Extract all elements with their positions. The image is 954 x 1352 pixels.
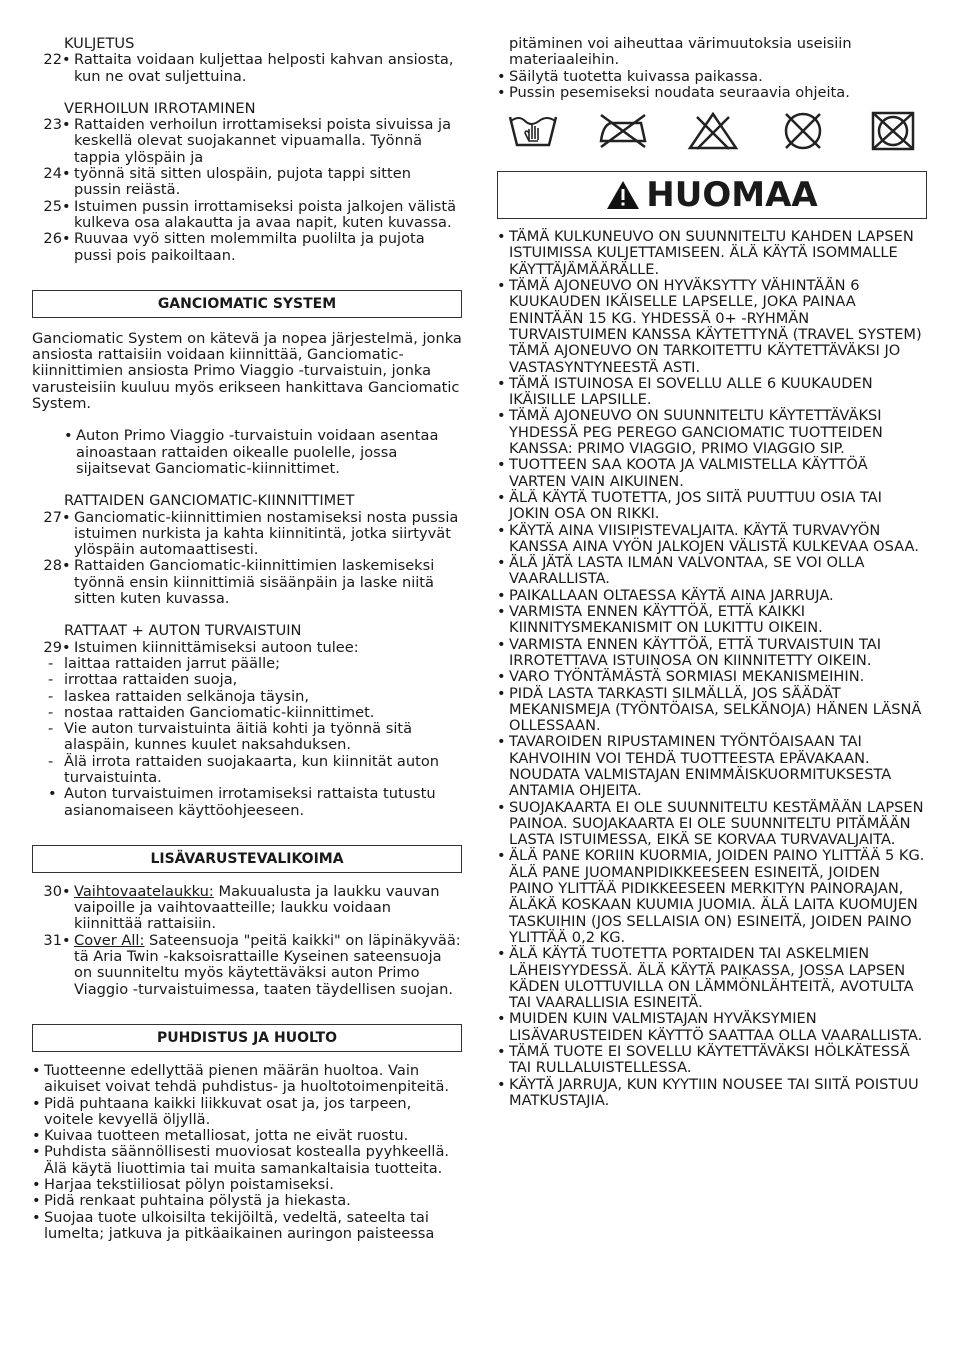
no-tumble-dry-icon [867, 111, 919, 151]
dash-item: - nostaa rattaiden Ganciomatic-kiinnittimet. [48, 703, 375, 721]
ganciomatic-intro: Ganciomatic System on kätevä ja nopea järjestelmä, jonka ansiosta rattaisiin voidaan kiinnittää, Ganciomatic-kiinnittimien ansiosta Primo Viaggio -turvaistuin, jonka varusteisiin kuuluu myös erikseen hankittava Ganciomatic System. [32, 329, 462, 413]
warning-item: • ÄLÄ PANE KORIIN KUORMIA, JOIDEN PAINO YLITTÄÄ 5 KG. ÄLÄ PANE JUOMANPIDIKKEESEEN ESINEITÄ, JOIDEN PAINO YLITTÄÄ PIDIKKEESEEN MERKITYN PAINORAJAN, ÄLÄKÄ KOSKAAN KUUMIA JUOMIA. ÄLÄ LAITA KUOMUJEN TASKUIHIN (JOS SELLAISIA ON) ESINEITÄ, JOIDEN PAINO YLITTÄÄ 0,2 KG. [497, 847, 925, 946]
warning-item: • TAVAROIDEN RIPUSTAMINEN TYÖNTÖAISAAN TAI KAHVOIHIN VOI TEHDÄ TUOTTEESTA EPÄVAKAAN. NOUDATA VALMISTAJAN ENIMMÄISKUORMITUKSESTA ANTAMIA OHJEITA. [497, 733, 892, 800]
step-28: 28 • Rattaiden Ganciomatic-kiinnittimien laskemiseksi työnnä ensin kiinnittimiä sisäänpäin ja laske niitä sitten kuten kuvassa. [43, 557, 435, 608]
care-item: • Pidä renkaat puhtaina pölystä ja hiekasta. [32, 1192, 351, 1210]
warning-item: • VARO TYÖNTÄMÄSTÄ SORMIASI MEKANISMEIHIN. [497, 668, 865, 686]
care-item: • Puhdista säännöllisesti muoviosat kostealla pyyhkeellä. Älä käytä liuottimia tai muita samankaltaisia tuotteita. [32, 1143, 450, 1177]
no-bleach-icon [687, 111, 739, 151]
warning-item: • VARMISTA ENNEN KÄYTTÖÄ, ETTÄ TURVAISTUIN TAI IRROTETTAVA ISTUINOSA ON KIINNITETTY OIKEIN. [497, 635, 882, 669]
dash-item: - laittaa rattaiden jarrut päälle; [48, 654, 281, 672]
warning-item: • TUOTTEEN SAA KOOTA JA VALMISTELLA KÄYTTÖÄ VARTEN VAIN AIKUINEN. [497, 456, 868, 490]
warning-item: • PAIKALLAAN OLTAESSA KÄYTÄ AINA JARRUJA. [497, 586, 834, 604]
accessory-30: 30 • Vaihtovaatelaukku: Makuualusta ja laukku vauvan vaipoille ja vaihtovaatteille; laukku voidaan kiinnittää rattaisiin. [43, 882, 440, 933]
care-item: • Suojaa tuote ulkoisilta tekijöiltä, vedeltä, sateelta tai lumelta; jatkuva ja pitkäaikainen auringon paisteessa [32, 1208, 435, 1242]
care-item: • Säilytä tuotetta kuivassa paikassa. [497, 67, 763, 85]
lisavaruste-section-header: LISÄVARUSTEVALIKOIMA [32, 845, 462, 873]
warning-item: • TÄMÄ TUOTE EI SOVELLU KÄYTETTÄVÄKSI HÖLKÄTESSÄ TAI RULLALUISTELLESSA. [497, 1043, 910, 1077]
left-column [32, 36, 462, 1242]
kuljetus-heading: KULJETUS [64, 35, 135, 52]
care-item: • Kuivaa tuotteen metalliosat, jotta ne eivät ruostu. [32, 1127, 409, 1145]
warning-item: • PIDÄ LASTA TARKASTI SILMÄLLÄ, JOS SÄÄDÄT MEKANISMEJA (TYÖNTÖAISA, SELKÄNOJA) HÄNEN LÄSNÄ OLLESSAAN. [497, 684, 922, 735]
care-item: • Harjaa tekstiiliosat pölyn poistamiseksi. [32, 1176, 334, 1194]
kiinnittimet-heading: RATTAIDEN GANCIOMATIC-KIINNITTIMET [64, 492, 355, 510]
hand-wash-icon [507, 111, 559, 151]
huomaa-title: HUOMAA [646, 175, 818, 216]
warning-item: • ÄLÄ KÄYTÄ TUOTETTA, JOS SIITÄ PUUTTUU OSIA TAI JOKIN OSA ON RIKKI. [497, 488, 882, 523]
care-continuation: pitäminen voi aiheuttaa värimuutoksia useisiin materiaaleihin. [509, 35, 852, 69]
warning-icon [606, 180, 640, 210]
warning-item: • VARMISTA ENNEN KÄYTTÖÄ, ETTÄ KAIKKI KIINNITYSMEKANISMIT ON LUKITTU OIKEIN. [497, 603, 823, 637]
huomaa-header [497, 171, 927, 219]
warning-item: • KÄYTÄ AINA VIISIPISTEVALJAITA. KÄYTÄ TURVAVYÖN KANSSA AINA VYÖN JALKOJEN VÄLISTÄ KULKEVAA OSAA. [497, 521, 919, 555]
accessory-31: 31 • Cover All: Sateensuoja "peitä kaikki" on läpinäkyvää: tä Aria Twin -kaksoisrattaille Kyseinen sateensuoja on suunniteltu myös käytettäväksi auton Primo Viaggio -turvaistuimessa, taaten täydellisen suojan. [43, 931, 461, 998]
warnings-list [497, 229, 927, 1109]
puhdistus-section-header: PUHDISTUS JA HUOLTO [32, 1024, 462, 1052]
right-column [497, 36, 927, 1109]
dash-item: - Älä irrota rattaiden suojakaarta, kun kiinnität auton turvaistuinta. [48, 752, 440, 786]
step-23: 23 • Rattaiden verhoilun irrottamiseksi poista sivuissa ja keskellä olevat suojakannet vipuamalla. Työnnä tappia ylöspäin ja [43, 116, 452, 166]
warning-item: • TÄMÄ AJONEUVO ON HYVÄKSYTTY VÄHINTÄÄN 6 KUUKAUDEN IKÄISELLE LAPSELLE, JOKA PAINAA ENINTÄÄN 15 KG. YHDESSÄ 0+ -RYHMÄN TURVAISTUIMEN KANSSA KÄYTETTYNÄ (TRAVEL SYSTEM) TÄMÄ AJONEUVO ON TARKOITETTU KÄYTETTÄVÄKSI JO VASTASYNTYNEESTÄ ASTI. [497, 277, 922, 376]
no-iron-icon [597, 111, 649, 151]
dash-item: - Vie auton turvaistuinta äitiä kohti ja työnnä sitä alaspäin, kunnes kuulet naksahduksen. [48, 720, 413, 754]
dash-item: - irrottaa rattaiden suoja, [48, 671, 238, 689]
care-item: • Pussin pesemiseksi noudata seuraavia ohjeita. [497, 83, 850, 101]
step-22: 22 • Rattaita voidaan kuljettaa helposti kahvan ansiosta, kun ne ovat suljettuina. [43, 51, 454, 85]
ganciomatic-note: • Auton Primo Viaggio -turvaistuin voidaan asentaa ainoastaan rattaiden oikealle puolelle, jossa sijaitsevat Ganciomatic-kiinnittimet. [64, 427, 439, 477]
warning-item: • KÄYTÄ JARRUJA, KUN KYYTIIN NOUSEE TAI SIITÄ POISTUU MATKUSTAJIA. [497, 1075, 919, 1109]
care-item: • Pidä puhtaana kaikki liikkuvat osat ja, jos tarpeen, voitele kevyellä öljyllä. [32, 1094, 412, 1128]
warning-item: • ÄLÄ JÄTÄ LASTA ILMAN VALVONTAA, SE VOI OLLA VAARALLISTA. [497, 554, 865, 588]
dash-item: - laskea rattaiden selkänoja täysin, [48, 687, 310, 705]
ganciomatic-section-header: GANCIOMATIC SYSTEM [32, 290, 462, 318]
step-25: 25 • Istuimen pussin irrottamiseksi poista jalkojen välistä kulkeva osa alakautta ja avaa napit, kuten kuvassa. [43, 197, 457, 231]
step-27: 27 • Ganciomatic-kiinnittimien nostamiseksi nosta pussia istuimen nurkista ja kahta kiinnitintä, jotka siirtyvät ylöspäin automaattisesti. [43, 508, 459, 559]
step-26: 26 • Ruuvaa vyö sitten molemmilta puolilta ja pujota pussi pois paikoiltaan. [43, 230, 425, 264]
verhoilu-heading: VERHOILUN IRROTAMINEN [64, 99, 256, 117]
warning-item: • ÄLÄ KÄYTÄ TUOTETTA PORTAIDEN TAI ASKELMIEN LÄHEISYYDESSÄ. ÄLÄ KÄYTÄ PAIKASSA, JOSSA LAPSEN KÄDEN ULOTTUVILLA ON LÄMMÖNLÄHTEITÄ, AVOTULTA TAI VAARALLISIA ESINEITÄ. [497, 945, 914, 1012]
step-29: 29 • Istuimen kiinnittämiseksi autoon tulee: [43, 638, 359, 656]
turvaistuin-bullet: • Auton turvaistuimen irrotamiseksi rattaista tutustu asianomaiseen käyttöohjeeseen. [48, 785, 436, 819]
warning-item: • TÄMÄ ISTUINOSA EI SOVELLU ALLE 6 KUUKAUDEN IKÄISILLE LAPSILLE. [497, 374, 873, 409]
warning-item: • SUOJAKAARTA EI OLE SUUNNITELTU KESTÄMÄÄN LAPSEN PAINOA. SUOJAKAARTA EI OLE SUUNNITELTU PITÄMÄÄN LASTA ISTUIMESSA, EIKÄ SE KORVAA TURVAVALJAITA. [497, 798, 924, 849]
warning-item: • TÄMÄ KULKUNEUVO ON SUUNNITELTU KAHDEN LAPSEN ISTUIMISSA KULJETTAMISEEN. ÄLÄ KÄYTÄ ISOMMALLE KÄYTTÄJÄMÄÄRÄLLE. [497, 228, 914, 278]
care-item: • Tuotteenne edellyttää pienen määrän huoltoa. Vain aikuiset voivat tehdä puhdistus- ja huoltotoimenpiteitä. [32, 1061, 450, 1096]
care-symbols [497, 111, 927, 151]
no-dry-clean-icon [777, 111, 829, 151]
step-24: 24 • työnnä sitä sitten ulospäin, pujota tappi sitten pussin reiästä. [43, 165, 411, 199]
warning-item: • TÄMÄ AJONEUVO ON SUUNNITELTU KÄYTETTÄVÄKSI YHDESSÄ PEG PEREGO GANCIOMATIC TUOTTEIDEN KANSSA: PRIMO VIAGGIO, PRIMO VIAGGIO SIP. [497, 407, 883, 458]
warning-item: • MUIDEN KUIN VALMISTAJAN HYVÄKSYMIEN LISÄVARUSTEIDEN KÄYTTÖ SAATTAA OLLA VAARALLISTA. [497, 1010, 923, 1044]
turvaistuin-heading: RATTAAT + AUTON TURVAISTUIN [64, 622, 302, 640]
